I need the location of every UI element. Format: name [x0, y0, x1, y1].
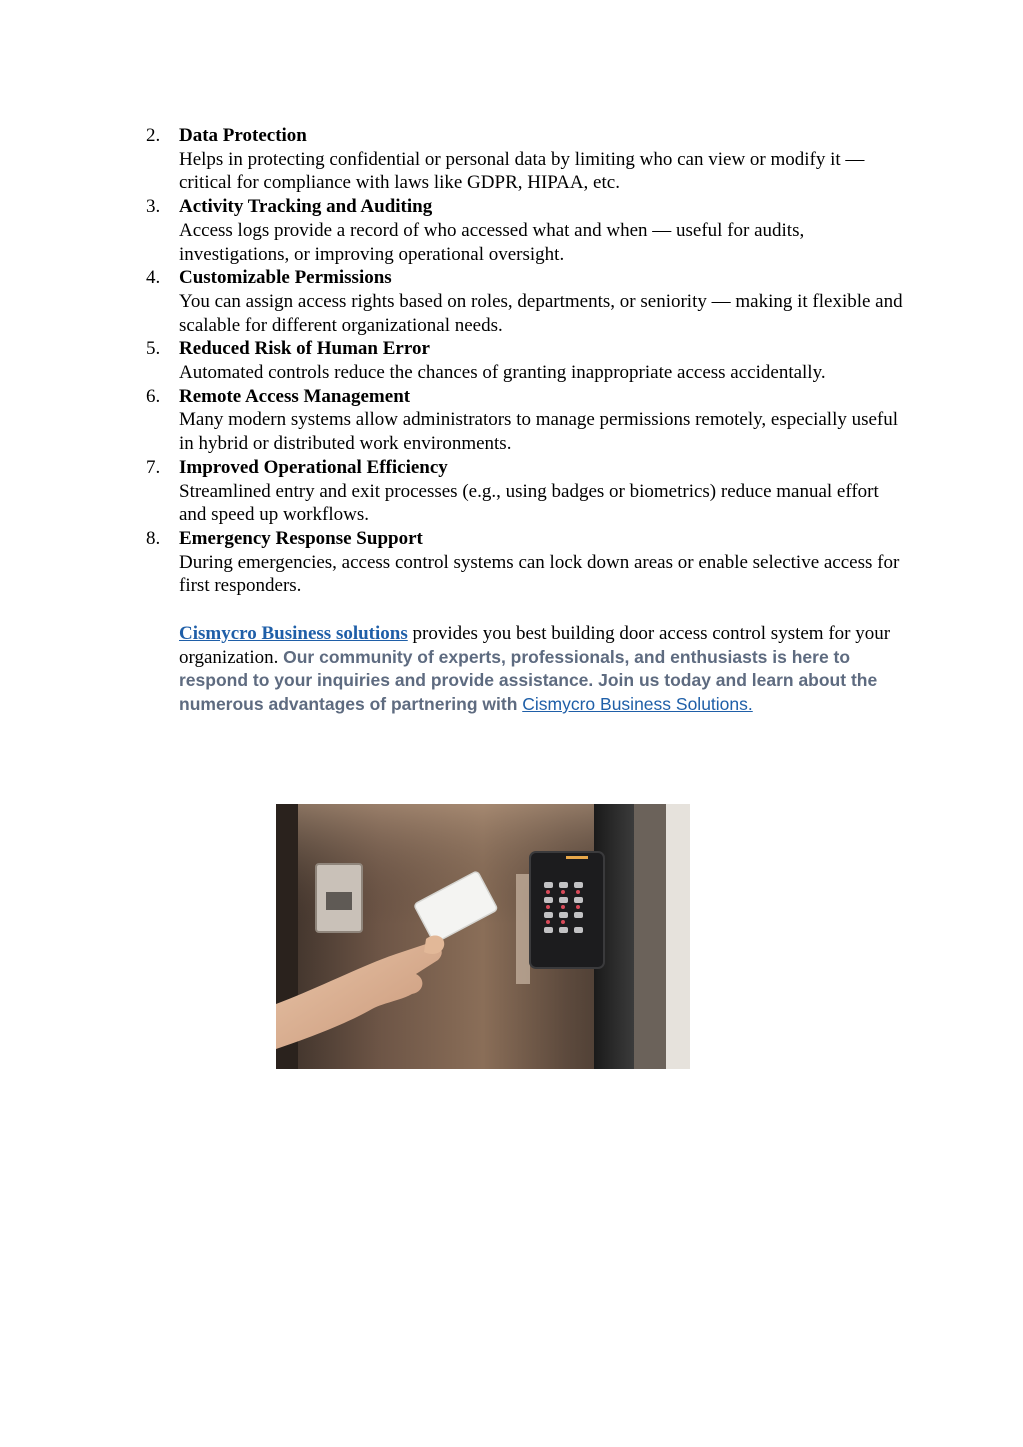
item-title: Customizable Permissions — [179, 267, 392, 289]
item-number: 2. — [146, 125, 161, 146]
access-card-photo — [276, 804, 690, 1069]
item-description: Automated controls reduce the chances of granting inappropriate access accidentally. — [179, 362, 826, 384]
item-number: 7. — [146, 456, 161, 478]
promo-highlight-text: Our community of experts, professionals, and enthusiasts is here to respond to your inquiries and provide assistance. Join us today and learn about the numerous advantages of partnering with — [179, 646, 878, 715]
list-item — [146, 195, 909, 266]
item-title: Emergency Response Support — [179, 527, 423, 549]
cismycro-solutions-link[interactable]: Cismycro Business Solutions. — [522, 694, 753, 715]
item-number: 5. — [146, 338, 161, 360]
item-number: 6. — [146, 385, 161, 407]
item-description: During emergencies, access control systems can lock down areas or enable selective access for first responders. — [179, 551, 900, 597]
list-item — [146, 266, 909, 337]
cismycro-link[interactable]: Cismycro Business solutions — [179, 623, 408, 644]
item-number: 8. — [146, 527, 161, 549]
item-title: Activity Tracking and Auditing — [179, 196, 433, 218]
feature-list — [146, 124, 909, 598]
item-description: Helps in protecting confidential or personal data by limiting who can view or modify it — critical for compliance with laws like GDPR, HIPAA, etc. — [179, 148, 865, 194]
item-title: Data Protection — [179, 125, 307, 146]
list-item — [146, 527, 909, 598]
item-title: Improved Operational Efficiency — [179, 456, 448, 478]
item-number: 3. — [146, 196, 161, 218]
list-item — [146, 385, 909, 456]
item-title: Remote Access Management — [179, 385, 411, 407]
item-number: 4. — [146, 267, 161, 289]
item-description: Many modern systems allow administrators to manage permissions remotely, especially useful in hybrid or distributed work environments. — [179, 409, 899, 455]
list-item — [146, 456, 909, 527]
item-description: Streamlined entry and exit processes (e.g., using badges or biometrics) reduce manual effort and speed up workflows. — [179, 480, 879, 526]
item-description: Access logs provide a record of who accessed what and when — useful for audits, investigations, or improving operational oversight. — [179, 219, 805, 265]
promo-text: provides you best building door access control system for your organization. — [179, 623, 891, 668]
item-title: Reduced Risk of Human Error — [179, 338, 430, 360]
item-description: You can assign access rights based on roles, departments, or seniority — making it flexible and scalable for different organizational needs. — [179, 290, 903, 336]
list-item — [146, 124, 909, 195]
list-item — [146, 337, 909, 384]
promo-paragraph — [179, 622, 909, 717]
